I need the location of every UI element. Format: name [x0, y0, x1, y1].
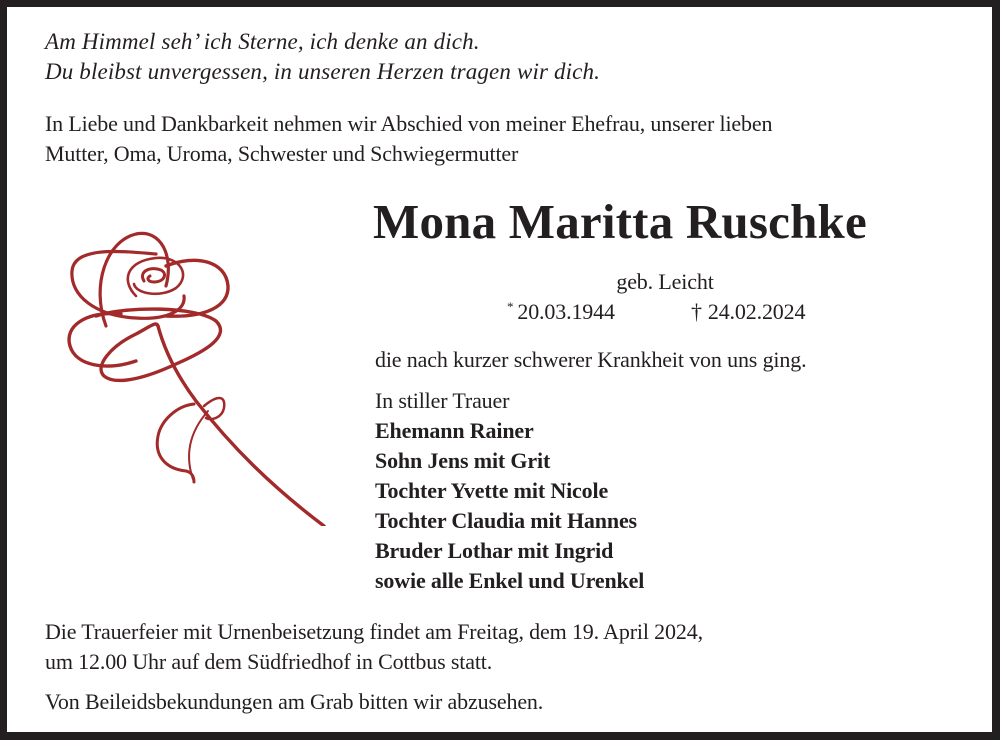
deceased-name: Mona Maritta Ruschke: [373, 194, 867, 249]
maiden-name: geb. Leicht: [616, 269, 714, 294]
intro-line-2: Mutter, Oma, Uroma, Schwester und Schwiegermutter: [45, 141, 519, 166]
verse-line-2: Du bleibst unvergessen, in unseren Herzen tragen wir dich.: [45, 59, 601, 84]
birth-symbol: *: [507, 299, 514, 314]
rose-icon: [66, 226, 336, 526]
mourner: Bruder Lothar mit Ingrid: [375, 538, 614, 563]
mourning-intro: In stiller Trauer: [375, 388, 510, 413]
birth-date: [507, 299, 615, 325]
verse-line-1: Am Himmel seh’ ich Sterne, ich denke an dich.: [45, 29, 480, 54]
mourner: Sohn Jens mit Grit: [375, 448, 551, 473]
birth-date-value: 20.03.1944: [517, 299, 615, 324]
passing-line: die nach kurzer schwerer Krankheit von uns ging.: [375, 347, 807, 372]
intro-line-1: In Liebe und Dankbarkeit nehmen wir Abschied von meiner Ehefrau, unserer lieben: [45, 111, 773, 136]
mourner: Tochter Yvette mit Nicole: [375, 478, 609, 503]
ceremony-line-2: um 12.00 Uhr auf dem Südfriedhof in Cottbus statt.: [45, 649, 493, 674]
closing-line: Von Beileidsbekundungen am Grab bitten wir abzusehen.: [45, 689, 544, 714]
ceremony-line-1: Die Trauerfeier mit Urnenbeisetzung findet am Freitag, dem 19. April 2024,: [45, 619, 703, 644]
mourner: Tochter Claudia mit Hannes: [375, 508, 637, 533]
mourner: Ehemann Rainer: [375, 418, 534, 443]
death-symbol: †: [691, 299, 702, 324]
death-date: [691, 299, 805, 325]
death-date-value: 24.02.2024: [707, 299, 806, 324]
mourner: sowie alle Enkel und Urenkel: [375, 568, 645, 593]
